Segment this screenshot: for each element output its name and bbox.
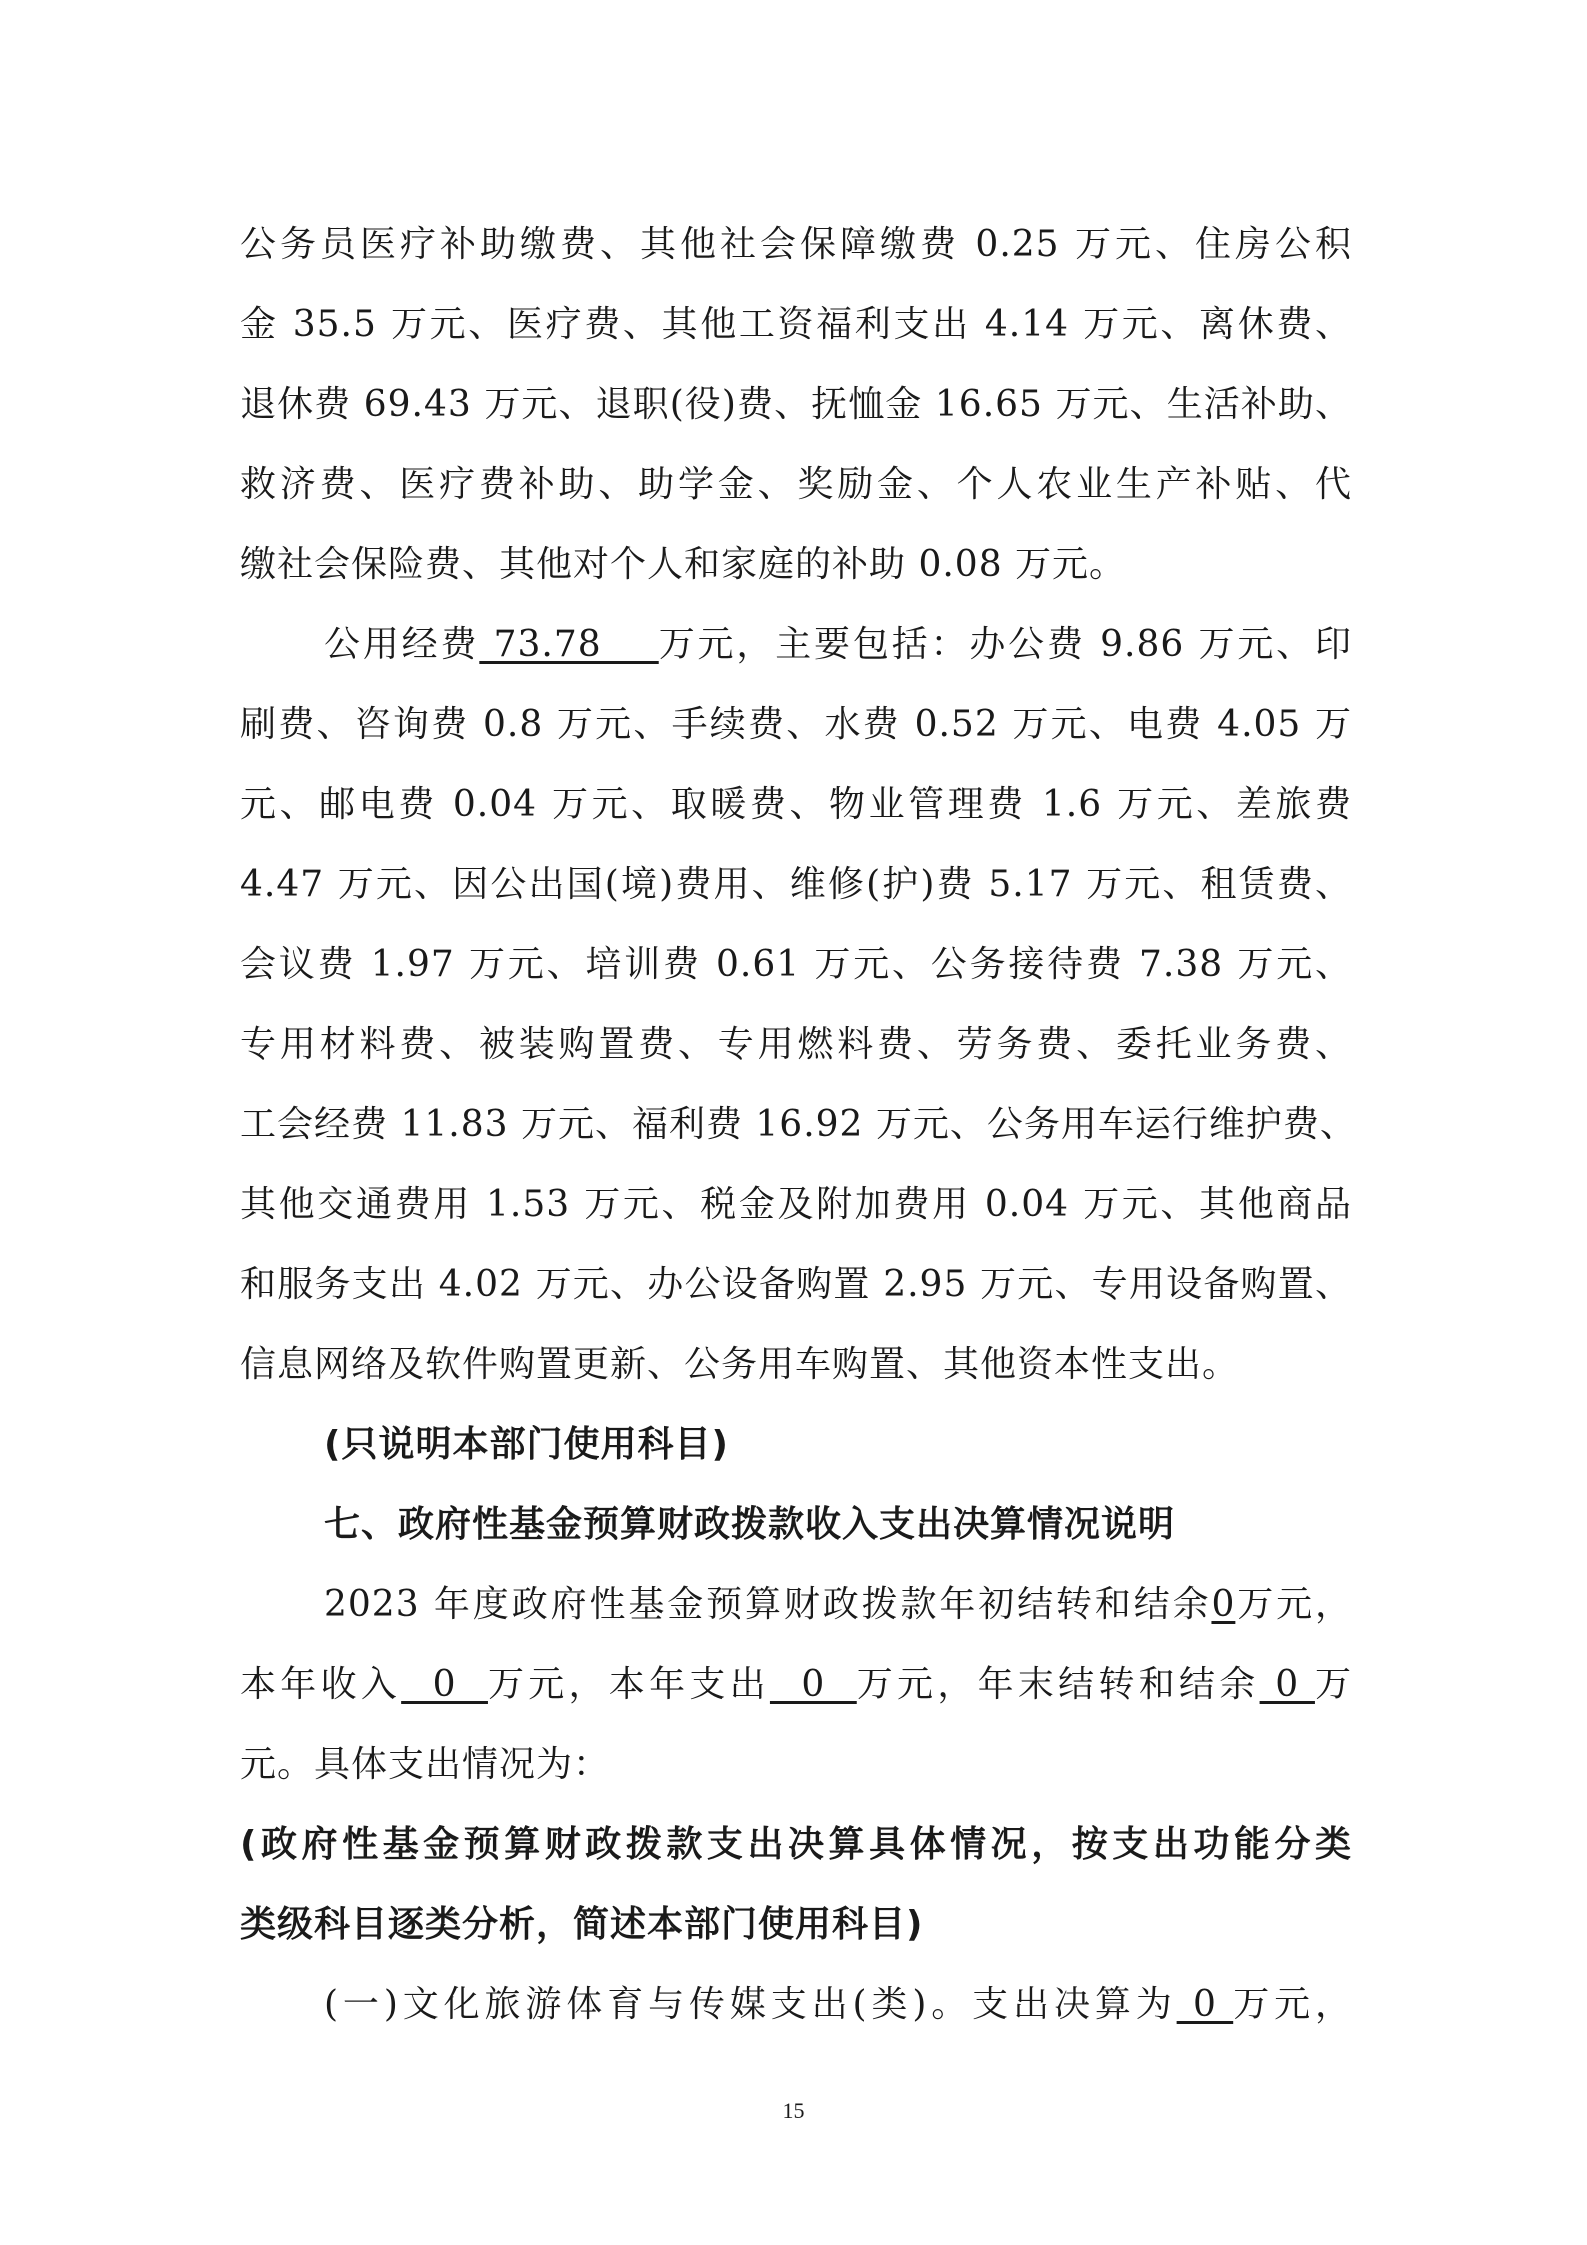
text-segment: 万元， <box>1235 1584 1352 1625</box>
fund-balance-line <box>324 1565 1352 1645</box>
text-line: 会议费 1.97 万元、培训费 0.61 万元、公务接待费 7.38 万元、 <box>240 944 1352 985</box>
text-line: 4.47 万元、因公出国(境)费用、维修(护)费 5.17 万元、租赁费、 <box>240 864 1352 905</box>
text-segment: 万元，年末结转和结余 <box>856 1664 1260 1705</box>
income-expense-line <box>240 1645 1352 1725</box>
closing-balance-value: 0 <box>1259 1664 1315 1705</box>
text-line: 公务员医疗补助缴费、其他社会保障缴费 0.25 万元、住房公积 <box>240 224 1352 265</box>
text-line: 退休费 69.43 万元、退职(役)费、抚恤金 16.65 万元、生活补助、 <box>240 384 1352 425</box>
culture-expense-value: 0 <box>1176 1984 1234 2025</box>
page-number: 15 <box>782 2098 805 2123</box>
text-line: 缴社会保险费、其他对个人和家庭的补助 0.08 万元。 <box>240 544 1127 585</box>
section-heading: 七、政府性基金预算财政拨款收入支出决算情况说明 <box>324 1504 1176 1545</box>
text-segment: 2023 年度政府性基金预算财政拨款年初结转和结余 <box>324 1584 1212 1625</box>
text-line: 金 35.5 万元、医疗费、其他工资福利支出 4.14 万元、离休费、 <box>240 304 1352 345</box>
text-line: 元。具体支出情况为： <box>240 1744 611 1785</box>
income-value: 0 <box>401 1664 488 1705</box>
text-segment: 万元，本年支出 <box>487 1664 770 1705</box>
public-funds-amount: 73.78 <box>479 624 659 665</box>
instruction-text: (政府性基金预算财政拨款支出决算具体情况，按支出功能分类 <box>240 1824 1352 1865</box>
text-line: 救济费、医疗费补助、助学金、奖励金、个人农业生产补贴、代 <box>240 464 1352 505</box>
text-line: 元、邮电费 0.04 万元、取暖费、物业管理费 1.6 万元、差旅费 <box>240 784 1352 825</box>
text-line: 和服务支出 4.02 万元、办公设备购置 2.95 万元、专用设备购置、 <box>240 1264 1352 1305</box>
usage-note: (只说明本部门使用科目) <box>324 1424 729 1465</box>
expense-value: 0 <box>769 1664 857 1705</box>
text-line: 工会经费 11.83 万元、福利费 16.92 万元、公务用车运行维护费、 <box>240 1104 1357 1145</box>
text-segment: (一)文化旅游体育与传媒支出(类)。支出决算为 <box>324 1984 1177 2025</box>
instruction-text: 类级科目逐类分析，简述本部门使用科目) <box>240 1904 924 1945</box>
text-segment: 本年收入 <box>240 1664 402 1705</box>
text-line: 信息网络及软件购置更新、公务用车购置、其他资本性支出。 <box>240 1344 1240 1385</box>
opening-balance-value: 0 <box>1211 1584 1236 1625</box>
text-segment: 万元， <box>1233 1984 1352 2025</box>
text-segment: 万元，主要包括：办公费 9.86 万元、印 <box>658 624 1352 665</box>
text-line: 专用材料费、被装购置费、专用燃料费、劳务费、委托业务费、 <box>240 1024 1352 1065</box>
text-segment: 公用经费 <box>324 624 480 665</box>
text-line: 刷费、咨询费 0.8 万元、手续费、水费 0.52 万元、电费 4.05 万 <box>240 704 1352 745</box>
text-line: 其他交通费用 1.53 万元、税金及附加费用 0.04 万元、其他商品 <box>240 1184 1352 1225</box>
public-funds-line <box>324 605 1352 685</box>
text-segment: 万 <box>1314 1664 1352 1705</box>
culture-expense-line <box>324 1965 1352 2045</box>
